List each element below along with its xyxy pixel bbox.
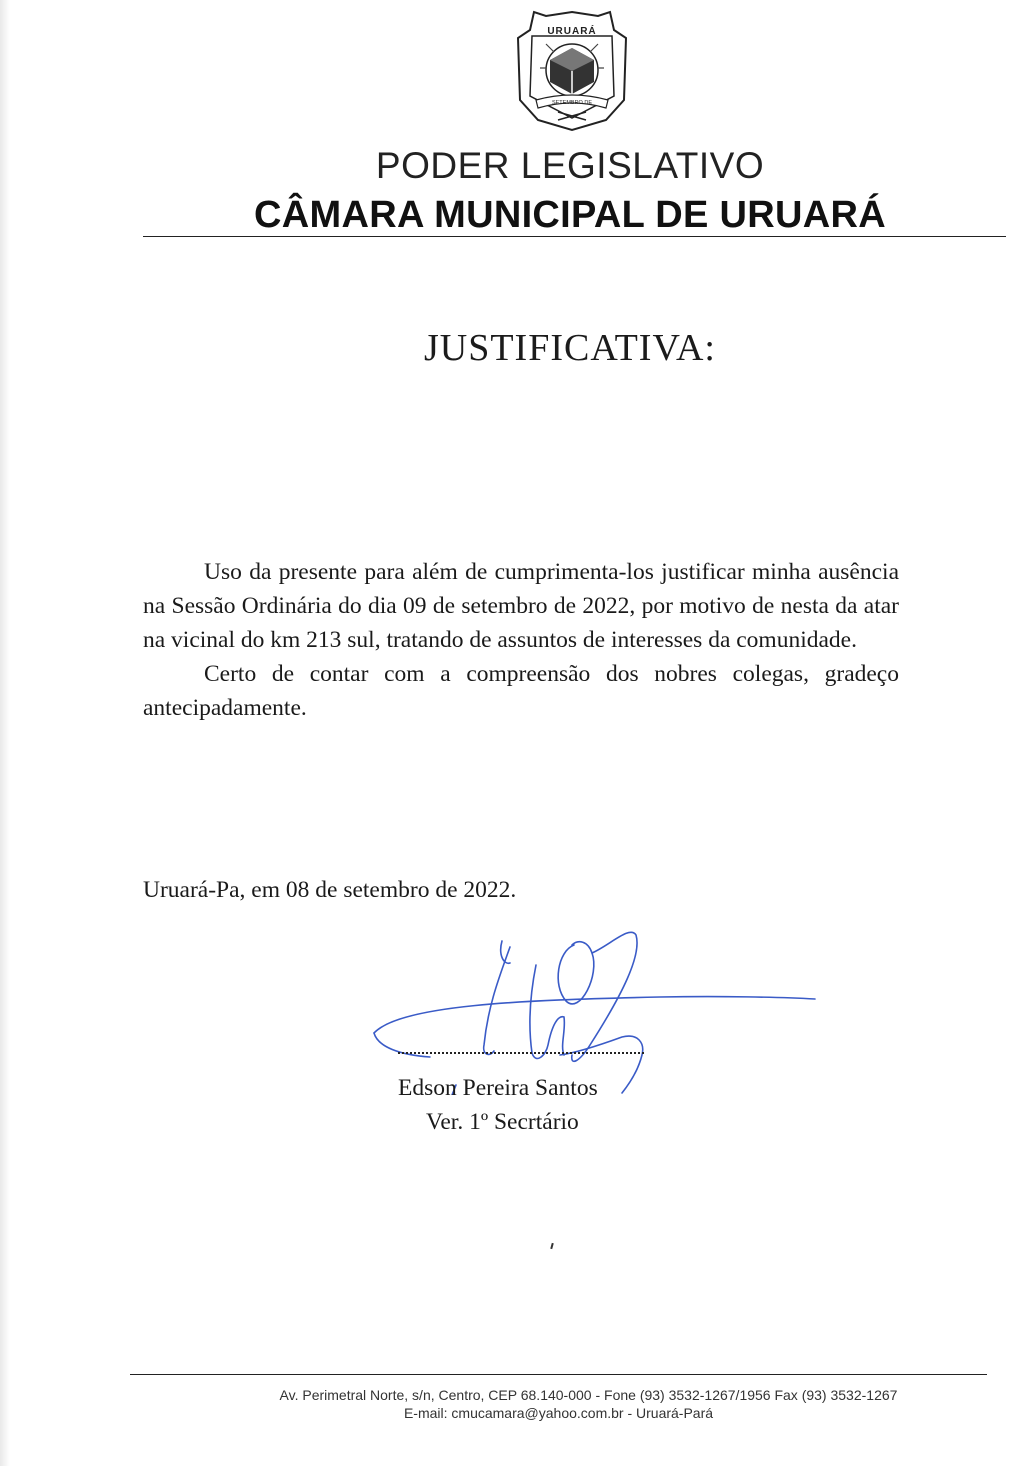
header-divider bbox=[143, 236, 1006, 237]
svg-text:URUARÁ: URUARÁ bbox=[547, 26, 597, 37]
signature-dotted-line bbox=[398, 1048, 644, 1054]
letterhead-line-legislative: PODER LEGISLATIVO bbox=[375, 145, 765, 186]
footer-divider bbox=[130, 1374, 987, 1375]
scan-speck bbox=[550, 1243, 553, 1249]
scan-page-edge bbox=[0, 0, 10, 1466]
body-paragraph-1: Uso da presente para além de cumprimenta-los justificar minha ausência na Sessão Ordinária do dia 09 de setembro de 2022, por motivo de nesta da atar na vicinal do km 213 sul, tratando de assuntos de interesses da comunidade. bbox=[143, 559, 899, 653]
letterhead-line-chamber: CÂMARA MUNICIPAL DE URUARÁ bbox=[254, 194, 886, 236]
signer-name: Edson Pereira Santos bbox=[398, 1075, 598, 1101]
document-body bbox=[143, 555, 899, 725]
footer-contact: E-mail: cmucamara@yahoo.com.br - Uruará-Pará bbox=[403, 1405, 714, 1421]
footer-address: Av. Perimetral Norte, s/n, Centro, CEP 68.140-000 - Fone (93) 3532-1267/1956 Fax (93) 3532-1267 bbox=[279, 1387, 898, 1403]
body-paragraph-2: Certo de contar com a compreensão dos nobres colegas, gradeço antecipadamente. bbox=[143, 661, 899, 721]
svg-text:SETEMBRO DE: SETEMBRO DE bbox=[551, 100, 593, 106]
place-and-date: Uruará-Pa, em 08 de setembro de 2022. bbox=[143, 877, 517, 903]
document-title: JUSTIFICATIVA: bbox=[423, 327, 716, 369]
municipal-crest-logo bbox=[510, 8, 634, 132]
handwritten-signature bbox=[360, 905, 820, 1095]
signer-role: Ver. 1º Secrtário bbox=[426, 1109, 579, 1135]
